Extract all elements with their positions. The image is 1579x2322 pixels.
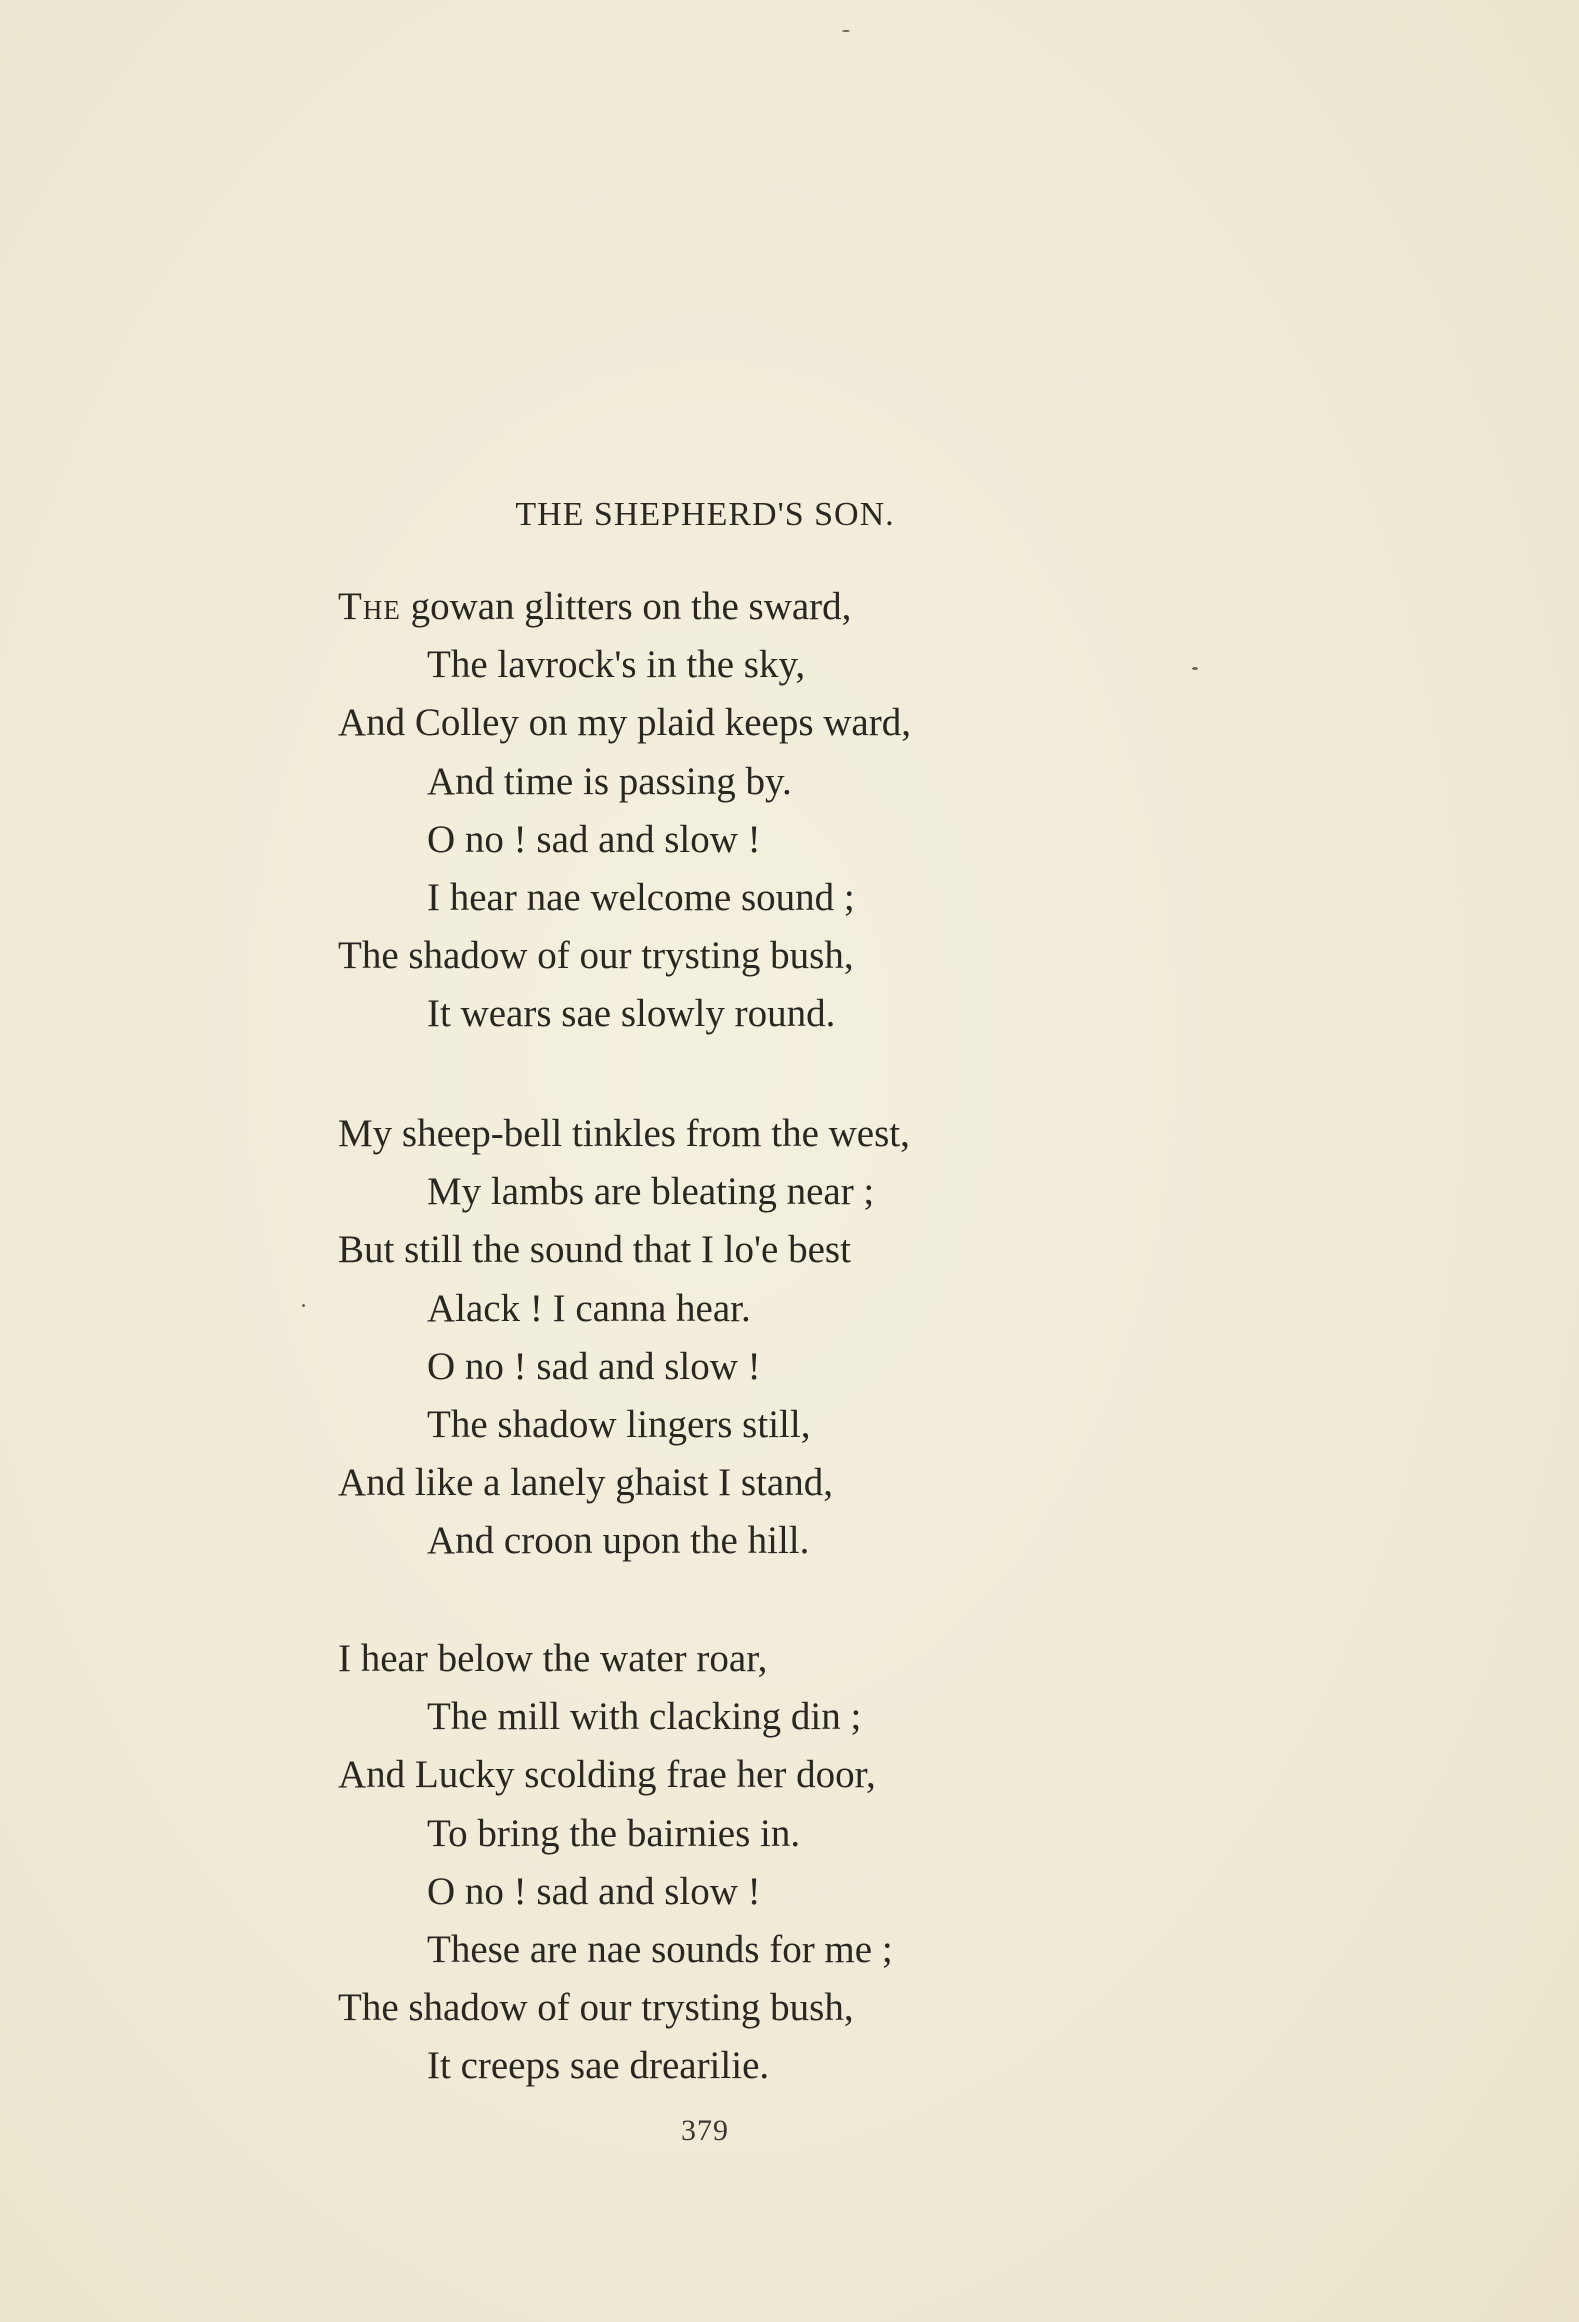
poem-line: The shadow lingers still, (427, 1402, 811, 1446)
poem-line: I hear below the water roar, (338, 1637, 768, 1680)
stanza-1 (338, 578, 1118, 1044)
poem-line: O no ! sad and slow ! (427, 817, 761, 861)
paper-speck (842, 30, 850, 32)
poem-line: O no ! sad and slow ! (427, 1344, 761, 1388)
poem-line: I hear nae welcome sound ; (427, 875, 855, 919)
paper-speck (302, 1304, 305, 1307)
stanza-3 (338, 1630, 1118, 2096)
poem-line: It wears sae slowly round. (427, 992, 836, 1036)
poem-line: The shadow of our trysting bush, (338, 934, 854, 978)
poem-line: The mill with clacking din ; (427, 1695, 862, 1739)
poem-line: And Lucky scolding frae her door, (338, 1753, 876, 1797)
line-rest: gowan glitters on the sward, (400, 585, 852, 628)
poem-line: Alack ! I canna hear. (427, 1286, 751, 1330)
poem-title: THE SHEPHERD'S SON. (515, 496, 895, 533)
poem-line: The shadow of our trysting bush, (338, 1986, 854, 2030)
page-number: 379 (681, 2114, 729, 2147)
poem-line: And time is passing by. (427, 759, 792, 803)
poem-line (338, 578, 1118, 636)
stanza-2 (338, 1105, 1118, 1571)
poem-line: And croon upon the hill. (427, 1519, 810, 1563)
paper-speck (1192, 667, 1198, 670)
poem-line: O no ! sad and slow ! (427, 1869, 761, 1913)
first-word: The (338, 585, 401, 628)
poem-line: These are nae sounds for me ; (427, 1927, 893, 1971)
poem-line: But still the sound that I lo'e best (338, 1228, 851, 1272)
poem-line: And like a lanely ghaist I stand, (338, 1461, 833, 1505)
poem-line: It creeps sae drearilie. (427, 2044, 770, 2088)
poem-line: To bring the bairnies in. (427, 1811, 801, 1855)
poem-line: The lavrock's in the sky, (427, 643, 806, 687)
poem-line: My lambs are bleating near ; (427, 1170, 875, 1214)
poem-line: My sheep-bell tinkles from the west, (338, 1112, 910, 1155)
poem-line: And Colley on my plaid keeps ward, (338, 701, 911, 745)
